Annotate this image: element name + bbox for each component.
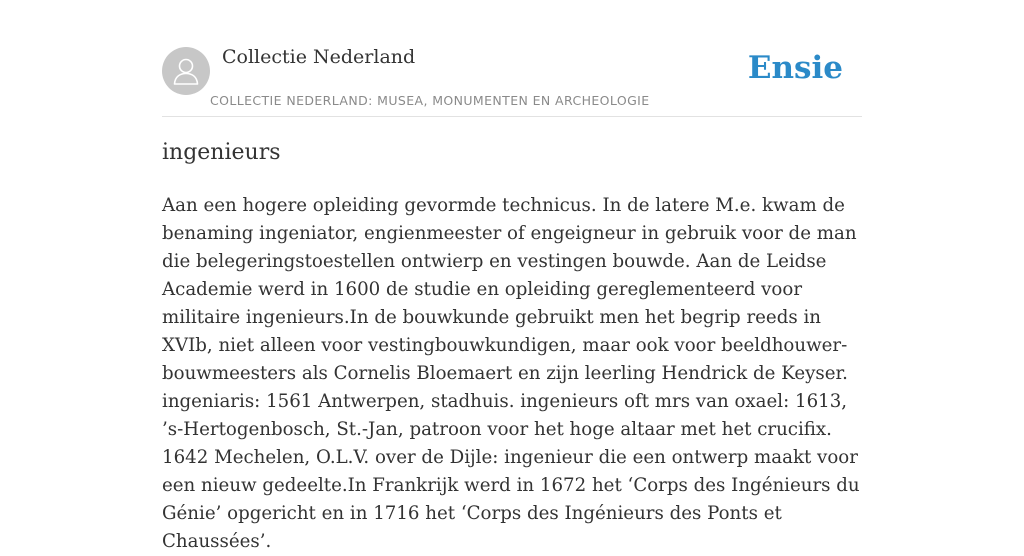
entry-title: ingenieurs [162, 140, 281, 165]
entry-definition: Aan een hogere opleiding gevormde technicus. In de latere M.e. kwam de benaming ingeniator, engienmeester of engeigneur in gebruik voor de man die belegeringstoestellen ontwierp en vestingen bouwde. Aan de Leidse Academie werd in 1600 de studie en opleiding gereglementeerd voor militaire ingenieurs.In de bouwkunde gebruikt men het begrip reeds in XVIb, niet alleen voor vestingbouwkundigen, maar ook voor beeldhouwer-bouwmeesters als Cornelis Bloemaert en zijn leerling Hendrick de Keyser. ingeniaris: 1561 Antwerpen, stadhuis. ingenieurs oft mrs van oxael: 1613, ’s-Hertogenbosch, St.-Jan, patroon voor het hoge altaar met het crucifix. 1642 Mechelen, O.L.V. over de Dijle: ingenieur die een ontwerp maakt voor een nieuw gedeelte.In Frankrijk werd in 1672 het ‘Corps des Ingénieurs du Génie’ opgericht en in 1716 het ‘Corps des Ingénieurs des Ponts et Chaussées’. [162, 195, 860, 552]
page [162, 0, 862, 552]
user-silhouette-icon [162, 47, 210, 95]
entry-header [162, 0, 862, 117]
ensie-logo[interactable]: Ensie [747, 50, 843, 86]
source-collection-link[interactable]: COLLECTIE NEDERLAND: MUSEA, MONUMENTEN EN ARCHEOLOGIE [210, 93, 650, 108]
avatar[interactable] [162, 47, 210, 95]
author-name[interactable]: Collectie Nederland [222, 46, 416, 68]
